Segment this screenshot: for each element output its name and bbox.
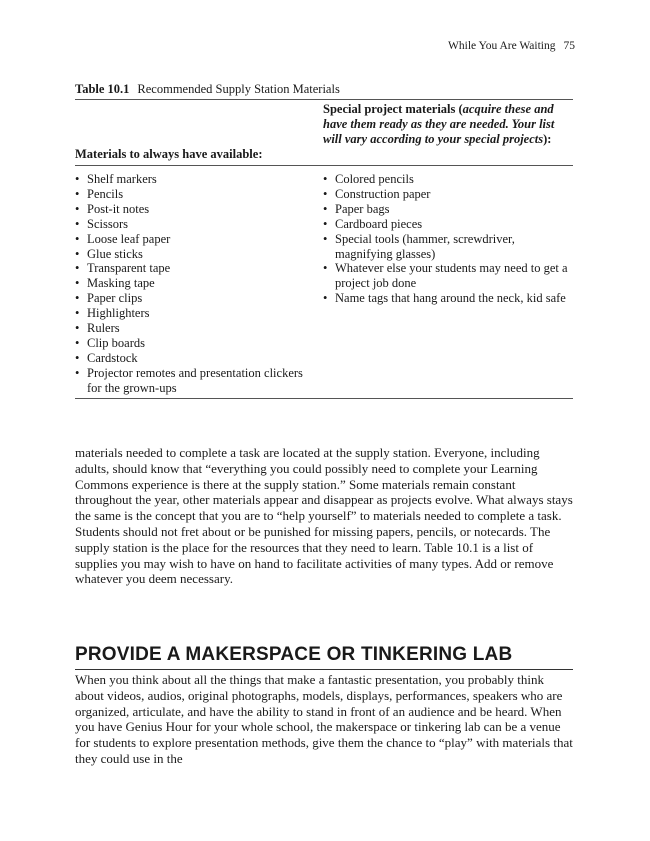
running-head-title: While You Are Waiting — [448, 40, 556, 52]
list-item: • Projector remotes and presentation clickers for the grown-ups — [75, 366, 315, 396]
table-top-rule — [75, 99, 573, 100]
list-item: • Glue sticks — [75, 247, 315, 262]
list-item: • Clip boards — [75, 336, 315, 351]
list-item: • Post-it notes — [75, 202, 315, 217]
header-closing: ): — [543, 132, 552, 146]
list-item: • Pencils — [75, 187, 315, 202]
list-item: • Loose leaf paper — [75, 232, 315, 247]
table-caption-title: Recommended Supply Station Materials — [137, 82, 340, 96]
table-caption-number: Table 10.1 — [75, 82, 130, 96]
list-item: • Whatever else your students may need to get a project job done — [323, 261, 573, 291]
table-header-rule — [75, 165, 573, 166]
section-heading: PROVIDE A MAKERSPACE OR TINKERING LAB — [75, 644, 573, 670]
list-item: • Paper clips — [75, 291, 315, 306]
list-item: • Shelf markers — [75, 172, 315, 187]
list-item: • Construction paper — [323, 187, 573, 202]
list-item: • Cardstock — [75, 351, 315, 366]
body-paragraph: When you think about all the things that make a fantastic presentation, you probably think about videos, audios, original photographs, models, displays, performances, speakers who are organized, articulate, and have the ability to stand in front of an audience and be heard. When you have Genius Hour for your whole school, the makerspace or tinkering lab can be a venue for students to explore presentation methods, give them the chance to “play” with materials that they could use in the — [75, 672, 573, 766]
list-item: • Rulers — [75, 321, 315, 336]
list-item: • Scissors — [75, 217, 315, 232]
list-item: • Highlighters — [75, 306, 315, 321]
list-item: • Transparent tape — [75, 261, 315, 276]
header-bold-part: Special project materials ( — [323, 102, 463, 116]
running-head — [448, 40, 575, 52]
body-paragraph: materials needed to complete a task are located at the supply station. Everyone, including adults, should know that “everything you could possibly need to complete your Learning Commons experience is there at the supply station.” Some materials remain constant throughout the year, other materials appear and disappear as projects evolve. What always stays the same is the concept that you are to “help yourself” to materials needed to complete a task. Students should not fret about or be punished for missing papers, pencils, or notecards. The supply station is the place for the resources that they need to learn. Table 10.1 is a list of supplies you may wish to have on hand to facilitate activities of many types. Add or remove whatever you deem necessary. — [75, 445, 573, 587]
list-item: • Name tags that hang around the neck, kid safe — [323, 291, 573, 306]
table-bottom-rule — [75, 398, 573, 399]
list-item: • Masking tape — [75, 276, 315, 291]
header-italic-part: acquire these and have them ready as they are needed. Your list will vary according to your special projects — [323, 102, 555, 146]
always-available-list — [75, 172, 315, 396]
list-item: • Special tools (hammer, screwdriver, magnifying glasses) — [323, 232, 573, 262]
table-header-always-available: Materials to always have available: — [75, 147, 263, 161]
list-item: • Cardboard pieces — [323, 217, 573, 232]
list-item: • Paper bags — [323, 202, 573, 217]
list-item: • Colored pencils — [323, 172, 573, 187]
special-project-list — [323, 172, 573, 306]
table-caption — [75, 82, 340, 97]
table-header-special-materials — [323, 102, 575, 147]
page-number: 75 — [563, 40, 575, 52]
